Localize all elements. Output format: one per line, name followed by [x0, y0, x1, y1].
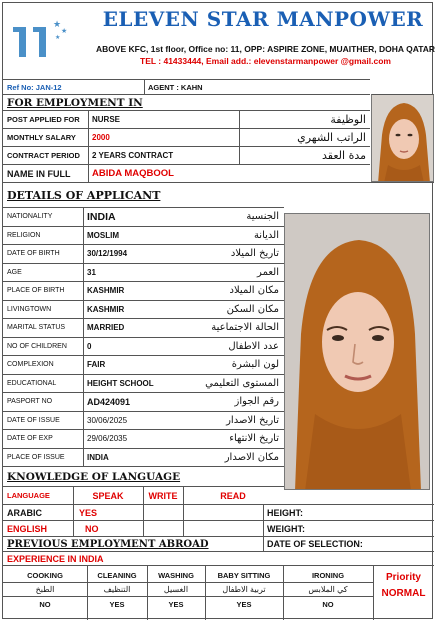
details-arabic: مكان الميلاد	[229, 285, 279, 297]
details-row	[3, 448, 284, 467]
details-value: 30/12/1994	[87, 249, 128, 259]
details-row	[3, 300, 284, 319]
employment-row	[3, 110, 370, 128]
details-value: 31	[87, 267, 96, 277]
details-value: AD424091	[87, 396, 131, 407]
employment-arabic: الوظيفة	[330, 113, 366, 126]
details-label: LIVINGTOWN	[7, 305, 52, 313]
details-label: DATE OF ISSUE	[7, 416, 60, 424]
speak-arabic: YES	[79, 507, 98, 518]
language-arabic: ARABIC	[7, 507, 42, 518]
details-value: MOSLIM	[87, 230, 119, 240]
application-form	[2, 2, 436, 619]
employment-arabic: مدة العقد	[322, 149, 366, 162]
height-label: HEIGHT:	[267, 507, 303, 518]
language-title: KNOWLEDGE OF LANGUAGE	[7, 470, 181, 483]
weight-label: WEIGHT:	[267, 523, 305, 534]
applicant-photo-large	[284, 213, 430, 490]
employment-row	[3, 146, 370, 164]
experience-row	[3, 551, 434, 565]
priority-label: Priority	[385, 571, 421, 583]
details-value: HEIGHT SCHOOL	[87, 378, 154, 388]
skill-value: NO	[3, 596, 87, 612]
employment-value: NURSE	[92, 115, 121, 124]
details-label: PASPORT NO	[7, 398, 53, 406]
employment-label: POST APPLIED FOR	[7, 115, 80, 124]
skill-arabic: الغسيل	[147, 582, 205, 596]
details-row	[3, 392, 284, 411]
details-row	[3, 263, 284, 282]
details-label: EDUCATIONAL	[7, 379, 57, 387]
details-label: DATE OF BIRTH	[7, 250, 60, 258]
skill-arabic: تربية الاطفال	[205, 582, 283, 596]
abroad-header	[3, 536, 434, 551]
skill-arabic: الطبخ	[3, 582, 87, 596]
details-value: 0	[87, 341, 92, 351]
col-write: WRITE	[148, 490, 178, 501]
details-label: RELIGION	[7, 231, 41, 239]
employment-label: CONTRACT PERIOD	[7, 151, 80, 160]
employment-value: 2000	[92, 133, 110, 142]
details-row	[3, 337, 284, 356]
name-row	[3, 164, 370, 182]
details-arabic: الحالة الاجتماعية	[211, 322, 279, 334]
priority-box	[373, 565, 434, 620]
details-arabic: عدد الاطفال	[228, 340, 279, 352]
details-arabic: تاريخ الانتهاء	[229, 433, 279, 445]
svg-text:★: ★	[55, 35, 61, 41]
skill-value: YES	[205, 596, 283, 612]
skill-value: NO	[283, 596, 373, 612]
name-label: NAME IN FULL	[7, 168, 71, 179]
details-row	[3, 318, 284, 337]
details-arabic: رقم الجواز	[234, 396, 279, 408]
details-label: COMPLEXION	[7, 361, 54, 369]
details-label: PLACE OF BIRTH	[7, 287, 65, 295]
details-row	[3, 429, 284, 448]
details-label: NO OF CHILDREN	[7, 342, 67, 350]
skill-name: COOKING	[27, 570, 63, 580]
svg-text:★: ★	[53, 19, 62, 29]
details-label: DATE OF EXP	[7, 435, 53, 443]
skill-column	[147, 565, 205, 620]
col-speak: SPEAK	[92, 490, 124, 501]
skill-column	[87, 565, 147, 620]
company-logo	[11, 13, 75, 59]
skill-arabic: التنظيف	[87, 582, 147, 596]
details-arabic: الديانة	[253, 229, 279, 241]
details-label: MARITAL STATUS	[7, 324, 66, 332]
date-of-selection-label: DATE OF SELECTION:	[267, 539, 363, 549]
skill-name: CLEANING	[97, 570, 137, 580]
details-value: INDIA	[87, 210, 116, 223]
skill-column	[283, 565, 373, 620]
skill-column	[3, 565, 87, 620]
details-value: MARRIED	[87, 323, 125, 333]
ref-row	[3, 79, 370, 94]
details-title: DETAILS OF APPLICANT	[7, 188, 161, 202]
details-arabic: تاريخ الميلاد	[230, 248, 279, 260]
skill-name: IRONING	[311, 570, 345, 580]
language-row-english	[3, 520, 434, 536]
skill-value: YES	[87, 596, 147, 612]
name-value: ABIDA MAQBOOL	[92, 168, 174, 179]
company-address: ABOVE KFC, 1st floor, Office no: 11, OPP: ASPIRE ZONE, MUAITHER, DOHA QATAR	[95, 44, 436, 54]
details-value: 29/06/2035	[87, 434, 128, 444]
employment-row	[3, 128, 370, 146]
details-arabic: مكان الاصدار	[224, 451, 279, 463]
company-contact: TEL : 41433444, Email add.: elevenstarmanpower @gmail.com	[140, 56, 391, 66]
details-arabic: المستوى التعليمي	[205, 377, 279, 389]
agent-name: AGENT : KAHN	[148, 82, 203, 92]
employment-header	[3, 94, 370, 110]
col-language: LANGUAGE	[7, 491, 50, 500]
language-columns	[3, 486, 284, 504]
experience-text: EXPERIENCE IN INDIA	[7, 553, 104, 564]
details-arabic: الجنسية	[246, 211, 279, 223]
details-header	[3, 182, 434, 207]
details-value: 30/06/2025	[87, 415, 128, 425]
details-arabic: مكان السكن	[226, 303, 279, 315]
details-value: KASHMIR	[87, 286, 125, 296]
details-label: AGE	[7, 268, 22, 276]
language-row-arabic	[3, 504, 434, 520]
speak-english: NO	[85, 523, 99, 534]
details-value: INDIA	[87, 452, 109, 462]
ref-number: Ref No: JAN-12	[7, 82, 62, 92]
details-value: KASHMIR	[87, 304, 125, 314]
details-row	[3, 374, 284, 393]
employment-label: MONTHLY SALARY	[7, 133, 76, 142]
skill-name: WASHING	[158, 570, 194, 580]
skill-arabic: كي الملابس	[283, 582, 373, 596]
language-english: ENGLISH	[7, 523, 48, 534]
details-arabic: تاريخ الاصدار	[226, 414, 279, 426]
employment-value: 2 YEARS CONTRACT	[92, 151, 174, 160]
details-label: NATIONALITY	[7, 213, 53, 221]
company-name: ELEVEN STAR MANPOWER	[102, 7, 424, 31]
priority-value: NORMAL	[381, 587, 426, 599]
col-read: READ	[220, 490, 246, 501]
details-arabic: لون البشرة	[231, 359, 279, 371]
applicant-photo-small	[371, 94, 434, 182]
svg-text:★: ★	[61, 28, 68, 35]
details-value: FAIR	[87, 360, 106, 370]
details-label: PLACE OF ISSUE	[7, 453, 65, 461]
details-arabic: العمر	[257, 266, 279, 278]
details-row	[3, 244, 284, 263]
skill-value: YES	[147, 596, 205, 612]
details-row	[3, 411, 284, 430]
employment-title: FOR EMPLOYMENT IN	[7, 96, 143, 109]
employment-arabic: الراتب الشهري	[297, 131, 366, 144]
abroad-title: PREVIOUS EMPLOYMENT ABROAD	[7, 538, 209, 550]
details-row	[3, 226, 284, 245]
details-row	[3, 281, 284, 300]
details-row	[3, 355, 284, 374]
language-header	[3, 466, 284, 486]
skill-column	[205, 565, 283, 620]
details-row	[3, 207, 284, 226]
skill-name: BABY SITTING	[217, 570, 271, 580]
